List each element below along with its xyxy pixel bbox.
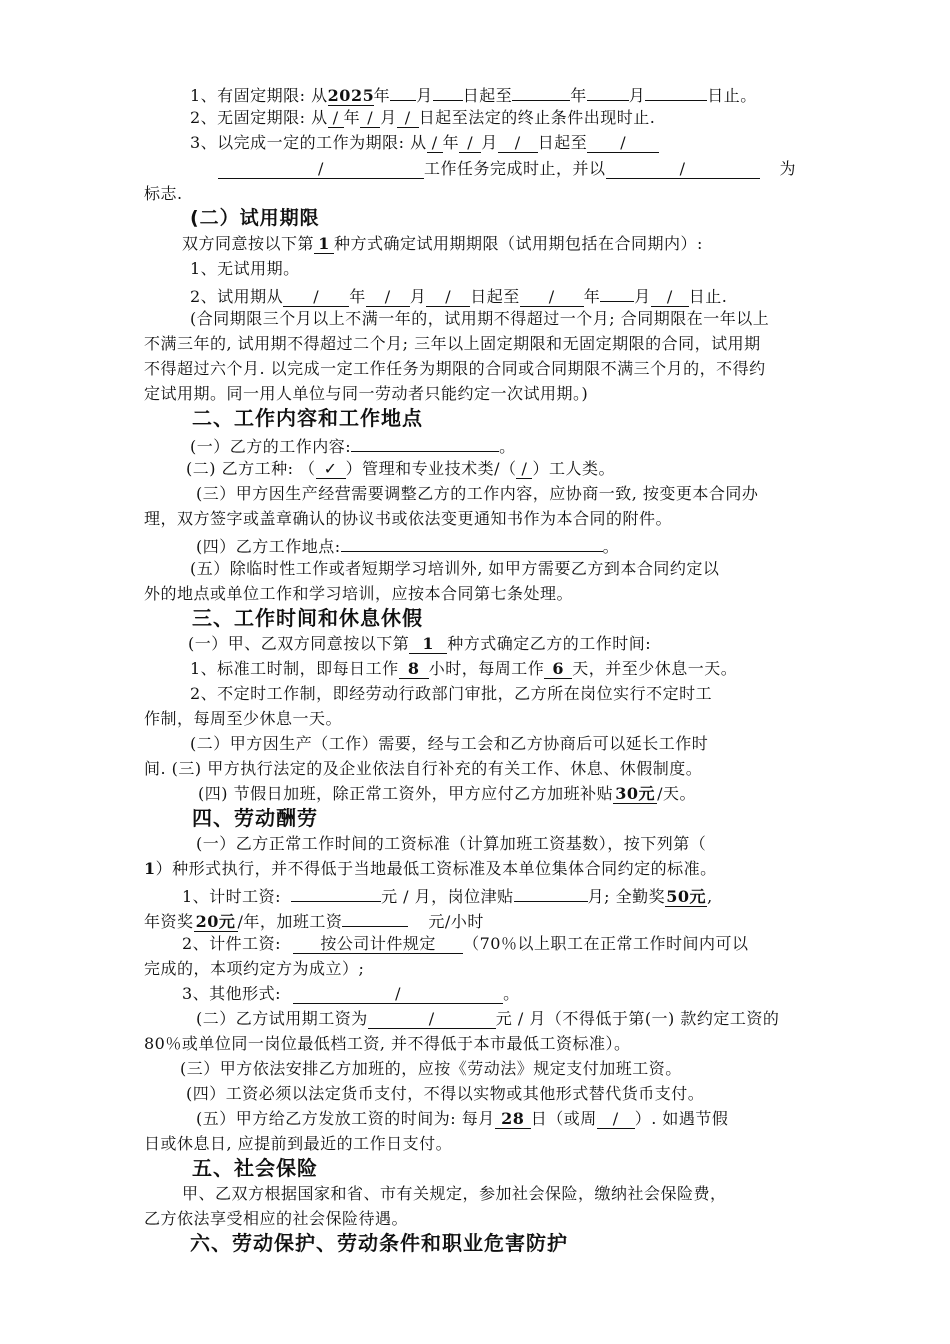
pay-heading: 四、劳动酬劳 bbox=[192, 806, 318, 830]
probation-agree-pre: 双方同意按以下第 bbox=[182, 234, 315, 253]
annual-amount: 20元 bbox=[194, 913, 238, 932]
pay-day: 28 bbox=[495, 1110, 531, 1129]
work-location-label: (四）乙方工作地点: bbox=[196, 537, 341, 556]
attendance-bonus: 50元 bbox=[666, 887, 707, 906]
std-hours: 8 bbox=[399, 660, 429, 679]
hourly-wage-line bbox=[182, 883, 713, 908]
work-content-c1-end: 。 bbox=[499, 437, 516, 456]
holiday-line bbox=[198, 783, 696, 805]
pay-p5-2: 日或休息日, 应提前到最近的工作日支付。 bbox=[144, 1134, 453, 1153]
holiday-amount: 30元 bbox=[613, 785, 657, 804]
blank-slash: / bbox=[397, 109, 419, 128]
term-fixed-y2: 年 bbox=[570, 86, 587, 105]
blank-slash: / bbox=[426, 288, 470, 307]
pay-date-mid: 日（或周 bbox=[530, 1109, 597, 1128]
term-open-rest: 日起至法定的终止条件出现时止. bbox=[418, 108, 656, 127]
pay-p1-1: (一）乙方正常工作时间的工资标准（计算加班工资基数），按下列第（ bbox=[196, 834, 707, 853]
work-type-pre: (二) 乙方工种: （ bbox=[186, 459, 316, 478]
blank bbox=[587, 82, 629, 101]
overtime-1: (二）甲方因生产（工作）需要，经与工会和乙方协商后可以延长工作时 bbox=[190, 734, 709, 753]
work-time-t1-num: 1 bbox=[409, 635, 447, 654]
blank bbox=[341, 533, 603, 552]
flex-hours-2: 作制，每周至少休息一天。 bbox=[144, 709, 343, 728]
term-open-line bbox=[190, 107, 655, 129]
prob-wage-post: 元 / 月（不得低于第(一) 款约定工资的 bbox=[495, 1009, 780, 1028]
other-wage-line bbox=[182, 983, 520, 1005]
term-fixed-m2: 月 bbox=[628, 86, 646, 105]
annual-pre: 年资奖 bbox=[144, 912, 194, 931]
term-fixed-year: 2025 bbox=[327, 86, 375, 105]
work-content-c3-1: (三）甲方因生产经营需要调整乙方的工作内容，应协商一致, 按变更本合同办 bbox=[196, 484, 759, 503]
probation-agree-post: 种方式确定试用期期限（试用期包括在合同期内）: bbox=[334, 234, 703, 253]
term-task-line-2 bbox=[218, 158, 796, 180]
blank-slash: / bbox=[597, 1110, 635, 1129]
probation-agree-num: 1 bbox=[314, 235, 334, 254]
blank-slash: / bbox=[427, 134, 443, 153]
standard-hours-line bbox=[190, 658, 737, 680]
insurance-s1: 甲、乙双方根据国家和省、市有关规定，参加社会保险，缴纳社会保险费， bbox=[182, 1184, 727, 1203]
work-content-c5-2: 外的地点或单位工作和学习培训，应按本合同第七条处理。 bbox=[144, 584, 574, 603]
work-content-1 bbox=[190, 433, 516, 458]
prob-wage-2: 80％或单位同一岗位最低档工资, 并不得低于本市最低工资标准）。 bbox=[144, 1034, 631, 1053]
annual-mid: /年，加班工资 bbox=[237, 912, 343, 931]
term-fixed-end: 日止。 bbox=[707, 86, 757, 105]
annual-bonus-line bbox=[144, 908, 484, 933]
blank-slash: / bbox=[651, 288, 689, 307]
insurance-heading: 五、社会保险 bbox=[192, 1156, 318, 1180]
blank-slash: / bbox=[366, 288, 410, 307]
work-content-c5-1: (五）除临时性工作或者短期学习培训外, 如甲方需要乙方到本合同约定以 bbox=[190, 559, 720, 578]
probation-none: 1、无试用期。 bbox=[190, 259, 300, 278]
pay-p1-num: 1 bbox=[144, 859, 156, 878]
probation-note-2: 不满三年的, 试用期不得超过二个月; 三年以上固定期限和无固定期限的合同，试用期 bbox=[144, 334, 761, 353]
hourly-month: 月; 全勤奖 bbox=[587, 887, 666, 906]
probation-p2-pre: 2、试用期从 bbox=[190, 287, 284, 306]
hourly-unit: 元 / 月，岗位津贴 bbox=[381, 887, 514, 906]
probation-p2-end: 日止. bbox=[688, 287, 728, 306]
work-time-t1-post: 种方式确定乙方的工作时间: bbox=[447, 634, 652, 653]
work-content-c1: (一）乙方的工作内容: bbox=[190, 437, 352, 456]
hourly-pre: 1、计时工资: bbox=[182, 887, 282, 906]
probation-note-1: (合同期限三个月以上不满一年的，试用期不得超过一个月; 合同期限在一年以上 bbox=[190, 309, 770, 328]
piece-2: 完成的，本项约定方为成立）; bbox=[144, 959, 365, 978]
term-task-sign: 标志. bbox=[144, 184, 183, 203]
blank-slash: / bbox=[218, 160, 424, 179]
check-icon: ✓ bbox=[316, 460, 346, 479]
term-fixed-from: 日起至 bbox=[462, 86, 513, 105]
attendance-end: , bbox=[707, 887, 713, 906]
insurance-s2: 乙方依法享受相应的社会保险待遇。 bbox=[144, 1209, 409, 1228]
pay-date-pre: (五）甲方给乙方发放工资的时间为: 每月 bbox=[196, 1109, 495, 1128]
prob-wage-pre: (二）乙方试用期工资为 bbox=[196, 1009, 368, 1028]
term-task-m: 月 bbox=[481, 133, 498, 152]
blank-slash: / bbox=[360, 109, 380, 128]
std-days: 6 bbox=[544, 660, 572, 679]
blank-slash: / bbox=[459, 134, 481, 153]
blank-slash: / bbox=[606, 160, 760, 179]
work-content-c3-2: 理，双方签字或盖章确认的协议书或依法变更通知书作为本合同的附件。 bbox=[144, 509, 673, 528]
blank-slash: / bbox=[328, 109, 344, 128]
work-time-heading: 三、工作时间和休息休假 bbox=[192, 606, 423, 630]
blank-slash: / bbox=[516, 460, 532, 479]
probation-p2-from: 日起至 bbox=[470, 287, 520, 306]
work-type-mid: ）管理和专业技术类/（ bbox=[345, 459, 517, 478]
probation-p2-y2: 年 bbox=[583, 287, 601, 306]
pay-date-post: ）. 如遇节假 bbox=[634, 1109, 729, 1128]
probation-heading: (二）试用期限 bbox=[190, 207, 320, 229]
probation-agree bbox=[182, 233, 703, 255]
blank-slash: / bbox=[293, 985, 503, 1004]
pay-p1-2-text: ）种形式执行，并不得低于当地最低工资标准及本单位集体合同约定的标准。 bbox=[155, 859, 717, 878]
term-task-from: 日起至 bbox=[537, 133, 588, 152]
blank-slash: / bbox=[520, 288, 584, 307]
term-task-line bbox=[190, 132, 659, 154]
term-fixed-m: 月 bbox=[416, 86, 433, 105]
piece-value: 按公司计件规定 bbox=[293, 935, 463, 954]
term-task-done: 工作任务完成时止，并以 bbox=[424, 159, 606, 178]
term-task-label: 3、以完成一定的工作为期限: 从 bbox=[190, 133, 427, 152]
holiday-post: /天。 bbox=[657, 784, 696, 803]
blank bbox=[600, 283, 634, 302]
annual-unit: 元/小时 bbox=[428, 912, 484, 931]
probation-period bbox=[190, 283, 727, 308]
pay-p3: (三）甲方依法安排乙方加班的，应按《劳动法》规定支付加班工资。 bbox=[180, 1059, 682, 1078]
work-type-line bbox=[186, 458, 615, 480]
blank bbox=[514, 883, 588, 902]
blank bbox=[291, 883, 381, 902]
flex-hours-1: 2、不定时工作制，即经劳动行政部门审批，乙方所在岗位实行不定时工 bbox=[190, 684, 713, 703]
protection-heading: 六、劳动保护、劳动条件和职业危害防护 bbox=[190, 1231, 568, 1255]
probation-p2-y: 年 bbox=[349, 287, 366, 306]
blank bbox=[645, 82, 707, 101]
term-open-m: 月 bbox=[380, 108, 397, 127]
blank-slash: / bbox=[498, 134, 538, 153]
blank-slash: / bbox=[283, 288, 349, 307]
term-open-y: 年 bbox=[343, 108, 361, 127]
work-time-t1 bbox=[188, 633, 651, 655]
term-fixed-label: 1、有固定期限: 从 bbox=[190, 86, 328, 105]
blank-slash: / bbox=[368, 1010, 496, 1029]
work-time-t1-pre: (一）甲、乙双方同意按以下第 bbox=[188, 634, 410, 653]
probation-note-3: 不得超过六个月. 以完成一定工作任务为期限的合同或合同期限不满三个月的，不得约 bbox=[144, 359, 766, 378]
work-location-end: 。 bbox=[602, 537, 620, 556]
work-content-heading: 二、工作内容和工作地点 bbox=[192, 406, 423, 430]
piece-post: （70％以上职工在正常工作时间内可以 bbox=[463, 934, 749, 953]
holiday-pre: (四) 节假日加班，除正常工资外，甲方应付乙方加班补贴 bbox=[198, 784, 614, 803]
work-type-post: ）工人类。 bbox=[532, 459, 615, 478]
std-pre: 1、标准工时制，即每日工作 bbox=[190, 659, 399, 678]
probation-note-4: 定试用期。同一用人单位与同一劳动者只能约定一次试用期。) bbox=[144, 384, 589, 403]
overtime-2: 间. (三) 甲方执行法定的及企业依法自行补充的有关工作、休息、休假制度。 bbox=[144, 759, 703, 778]
other-end: 。 bbox=[503, 984, 520, 1003]
term-fixed-line bbox=[190, 82, 757, 107]
piece-pre: 2、计件工资: bbox=[182, 934, 282, 953]
other-pre: 3、其他形式: bbox=[182, 984, 282, 1003]
work-location-line bbox=[196, 533, 619, 558]
blank bbox=[351, 433, 499, 452]
blank bbox=[390, 82, 416, 101]
probation-p2-m2: 月 bbox=[634, 287, 651, 306]
std-mid: 小时，每周工作 bbox=[428, 659, 545, 678]
term-open-label: 2、无固定期限: 从 bbox=[190, 108, 328, 127]
term-task-y: 年 bbox=[442, 133, 460, 152]
term-fixed-y: 年 bbox=[373, 86, 391, 105]
blank bbox=[433, 82, 463, 101]
pay-p4: (四）工资必须以法定货币支付，不得以实物或其他形式替代货币支付。 bbox=[186, 1084, 705, 1103]
pay-date-line bbox=[196, 1108, 728, 1130]
term-task-for: 为 bbox=[779, 159, 797, 178]
std-post: 天，并至少休息一天。 bbox=[572, 659, 738, 678]
probation-p2-m: 月 bbox=[409, 287, 427, 306]
blank bbox=[512, 82, 570, 101]
piece-wage-line bbox=[182, 933, 748, 955]
blank-slash: / bbox=[587, 134, 659, 153]
probation-wage-line bbox=[196, 1008, 779, 1030]
pay-p1-2 bbox=[144, 858, 717, 880]
blank bbox=[342, 908, 408, 927]
